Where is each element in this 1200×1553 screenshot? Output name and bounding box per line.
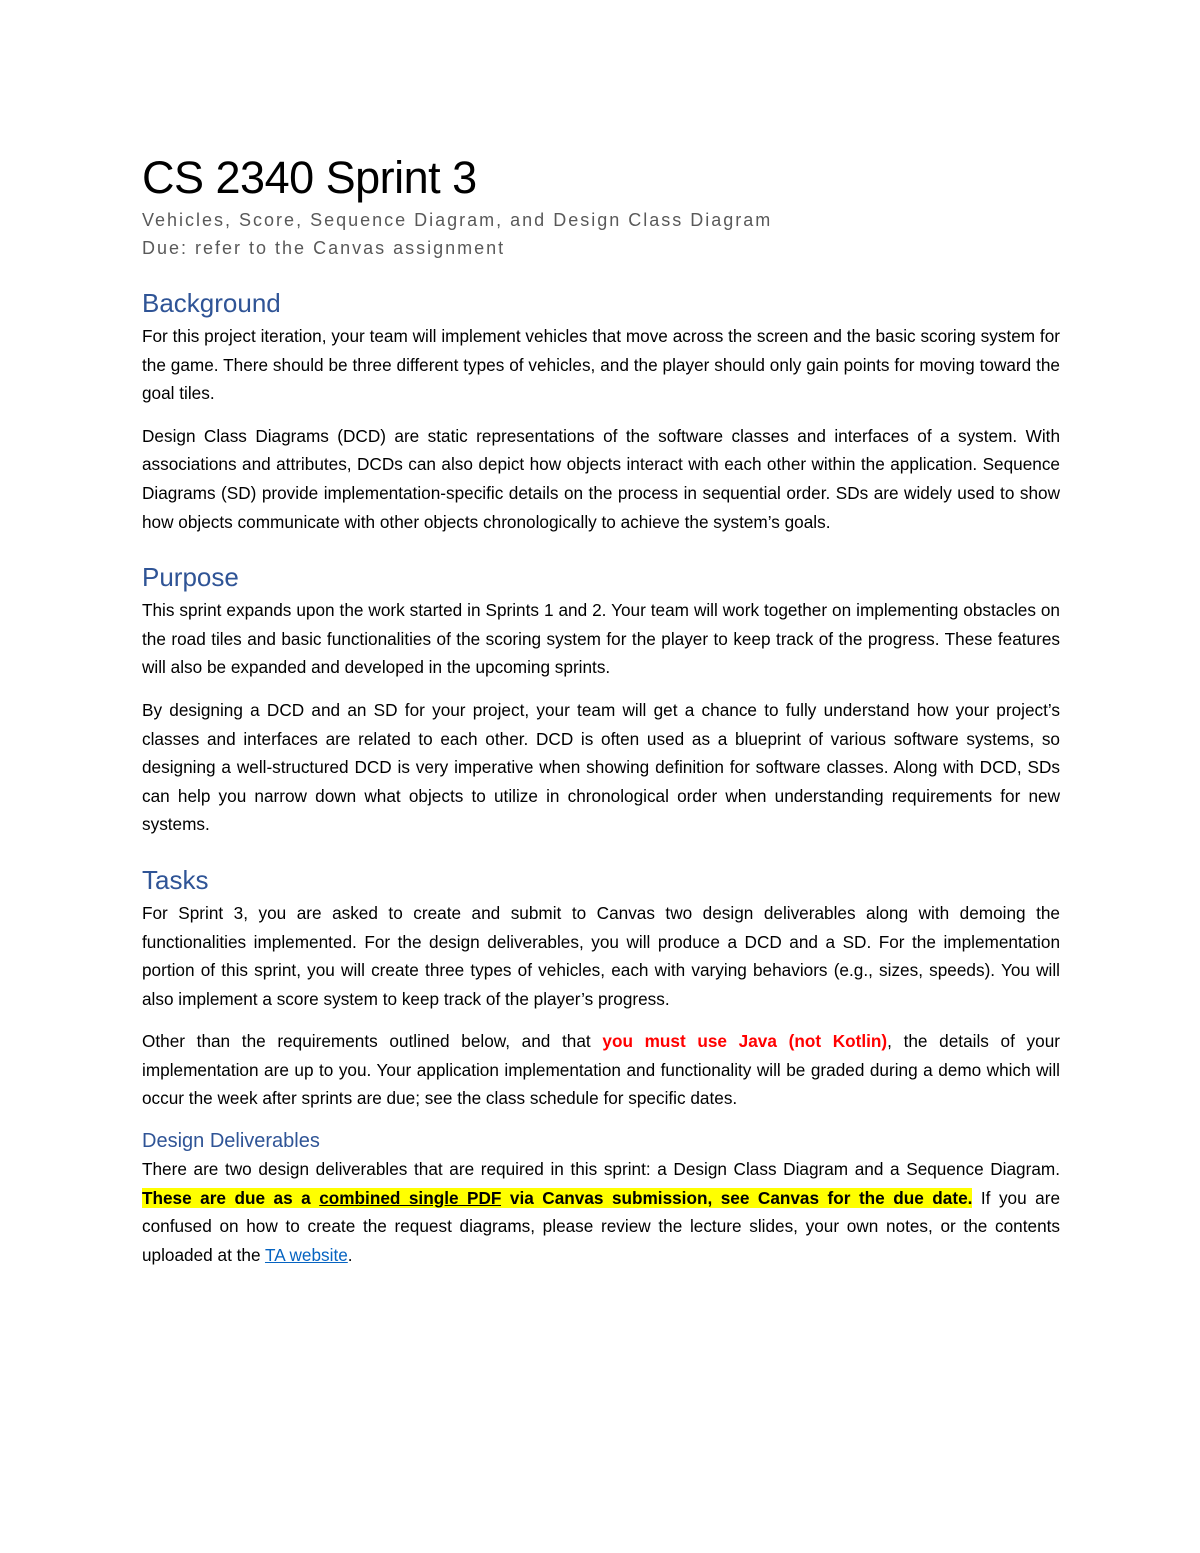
highlight-part-3: via Canvas submission, see Canvas for the due date. <box>501 1187 973 1208</box>
purpose-paragraph-2: By designing a DCD and an SD for your project, your team will get a chance to fully understand how your project’s classes and interfaces are related to each other. DCD is often used as a blueprint of various software systems, so designing a well-structured DCD is very imperative when showing definition for software classes. Along with DCD, SDs can help you narrow down what objects to utilize in chronological order when understanding requirements for new systems. <box>142 699 1060 835</box>
design-deliverables-paragraph <box>142 1155 1060 1269</box>
tasks-paragraph-2 <box>142 1027 1060 1113</box>
tasks-text-after: , the details of your implementation are up to you. Your application implementation and functionality will be graded during a demo which will occur the week after sprints are due; see the class schedule for specific dates. <box>142 1031 1060 1109</box>
background-paragraph-1: For this project iteration, your team will implement vehicles that move across the screen and the basic scoring system for the game. There should be three different types of vehicles, and the player should only gain points for moving toward the goal tiles. <box>142 326 1060 404</box>
document-title: CS 2340 Sprint 3 <box>142 152 477 203</box>
document-content <box>142 150 1060 1283</box>
document-subtitle: Vehicles, Score, Sequence Diagram, and Design Class Diagram <box>142 210 773 230</box>
tasks-text-before: Other than the requirements outlined below, and that <box>142 1031 603 1052</box>
deliverables-text-before: There are two design deliverables that are required in this sprint: a Design Class Diagram and a Sequence Diagram. <box>142 1159 1060 1180</box>
deliverables-text-after: If you are confused on how to create the request diagrams, please review the lecture slides, your own notes, or the contents uploaded at the <box>142 1187 1061 1265</box>
highlight-part-1: These are due as a <box>142 1187 320 1208</box>
java-requirement: you must use Java (not Kotlin) <box>602 1031 888 1052</box>
tasks-heading: Tasks <box>142 864 209 895</box>
purpose-paragraph-1: This sprint expands upon the work started in Sprints 1 and 2. Your team will work together on implementing obstacles on the road tiles and basic functionalities of the scoring system for the player to keep track of the progress. These features will also be expanded and developed in the upcoming sprints. <box>142 600 1060 678</box>
deliverables-text-end: . <box>347 1244 353 1265</box>
design-deliverables-heading: Design Deliverables <box>142 1130 320 1153</box>
background-paragraph-2: Design Class Diagrams (DCD) are static representations of the software classes and interfaces of a system. With associations and attributes, DCDs can also depict how objects interact with each other within the application. Sequence Diagrams (SD) provide implementation-specific details on the process in sequential order. SDs are widely used to show how objects communicate with other objects chronologically to achieve the system’s goals. <box>142 425 1060 532</box>
purpose-heading: Purpose <box>142 562 239 593</box>
background-heading: Background <box>142 288 281 318</box>
ta-website-link[interactable]: TA website <box>264 1244 348 1265</box>
tasks-paragraph-1: For Sprint 3, you are asked to create and submit to Canvas two design deliverables along with demoing the functionalities implemented. For the design deliverables, you will produce a DCD and a SD. For the implementation portion of this sprint, you will create three types of vehicles, each with varying behaviors (e.g., sizes, speeds). You will also implement a score system to keep track of the player’s progress. <box>142 902 1060 1009</box>
due-date-line: Due: refer to the Canvas assignment <box>142 238 506 258</box>
highlight-combined-pdf: combined single PDF <box>319 1187 502 1208</box>
